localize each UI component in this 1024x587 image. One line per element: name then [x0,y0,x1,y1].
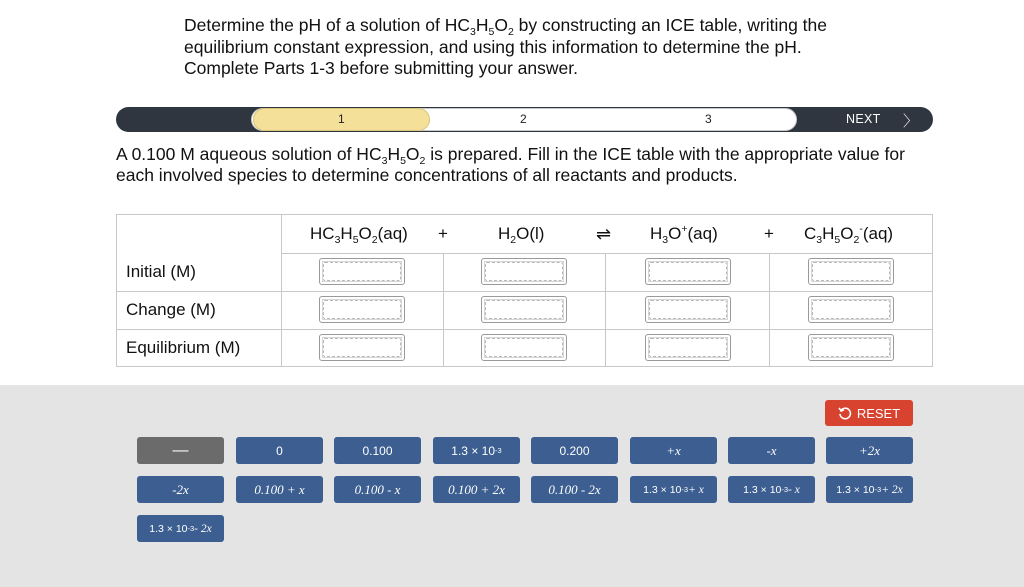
plus-sign: + [764,224,774,243]
col-divider [769,254,770,367]
tile-0-100[interactable]: 0.100 [334,437,421,464]
reset-label: RESET [856,405,901,421]
drop-box-equilibrium-hydronium[interactable] [645,334,731,361]
col-divider [443,254,444,367]
tile-0-100-plus-x[interactable]: 0.100 + x [236,476,323,503]
tile-1-3e-3[interactable]: 1.3 × 10 -3 [433,437,520,464]
question-text: Determine the pH of a solution of $HC_3H_5O_2$ by constructing an ICE table, writing the equilibrium constant expression, and using this information to determine the pH. Complete Parts 1-3 before submitting your answer. [184,15,827,78]
drop-box-initial-hydronium[interactable] [645,258,731,285]
tile-minus-2x[interactable]: -2x [137,476,224,503]
part-prompt: A 0.100 M aqueous solution of $HC_3H_5O_2$ is prepared. Fill in the ICE table with the appropriate value for each involved species to determine concentrations of all reactants and products. [116,144,905,185]
row-divider [117,291,932,292]
species-hydronium: $H_3O^+(aq)$ [650,223,718,246]
tile-0-100-minus-x[interactable]: 0.100 - x [334,476,421,503]
tile-0-100-plus-2x[interactable]: 0.100 + 2x [433,476,520,503]
step-2-label[interactable]: 2 [520,112,527,126]
reset-icon [838,406,852,420]
drop-box-initial-acid[interactable] [319,258,405,285]
species-conjugate-base: $C_3H_5O_2^-(aq)$ [804,223,894,246]
tile-0-200[interactable]: 0.200 [531,437,618,464]
drop-box-equilibrium-water[interactable] [481,334,567,361]
tile-plus-2x[interactable]: +2x [826,437,913,464]
drop-box-change-base[interactable] [808,296,894,323]
equilibrium-arrow-icon: ⇌ [596,224,612,244]
drop-box-change-acid[interactable] [319,296,405,323]
tile-0[interactable]: 0 [236,437,323,464]
tile-1-3e-3-plus-x[interactable]: 1.3 × 10 -3 + x [630,476,717,503]
reset-button[interactable] [825,400,913,426]
tile-0-100-minus-2x[interactable]: 0.100 - 2x [531,476,618,503]
tile-1-3e-3-plus-2x[interactable]: 1.3 × 10 -3 + 2x [826,476,913,503]
tile-1-3e-3-minus-x[interactable]: 1.3 × 10 -3 - x [728,476,815,503]
tile-plus-x[interactable]: +x [630,437,717,464]
col-divider [605,254,606,367]
drop-box-change-water[interactable] [481,296,567,323]
row-label-initial: Initial (M) [126,262,196,281]
drop-box-initial-water[interactable] [481,258,567,285]
row-label-change: Change (M) [126,300,216,319]
next-button[interactable]: NEXT [846,112,881,126]
species-acid: $HC_3H_5O_2(aq)$ [310,224,408,246]
chevron-right-icon[interactable]: 〉 [903,113,919,130]
tile-dash[interactable]: — [137,437,224,464]
drop-box-equilibrium-base[interactable] [808,334,894,361]
row-divider [117,329,932,330]
col-divider [281,254,282,367]
step-1-label[interactable]: 1 [338,112,345,126]
drop-box-change-hydronium[interactable] [645,296,731,323]
tile-1-3e-3-minus-2x[interactable]: 1.3 × 10 -3 - 2x [137,515,224,542]
tile-minus-x[interactable]: -x [728,437,815,464]
species-water: $H_2O(l)$ [498,224,545,246]
step-3-label[interactable]: 3 [705,112,712,126]
row-label-equilibrium: Equilibrium (M) [126,338,241,357]
drop-box-initial-base[interactable] [808,258,894,285]
plus-sign: + [438,224,448,243]
drop-box-equilibrium-acid[interactable] [319,334,405,361]
